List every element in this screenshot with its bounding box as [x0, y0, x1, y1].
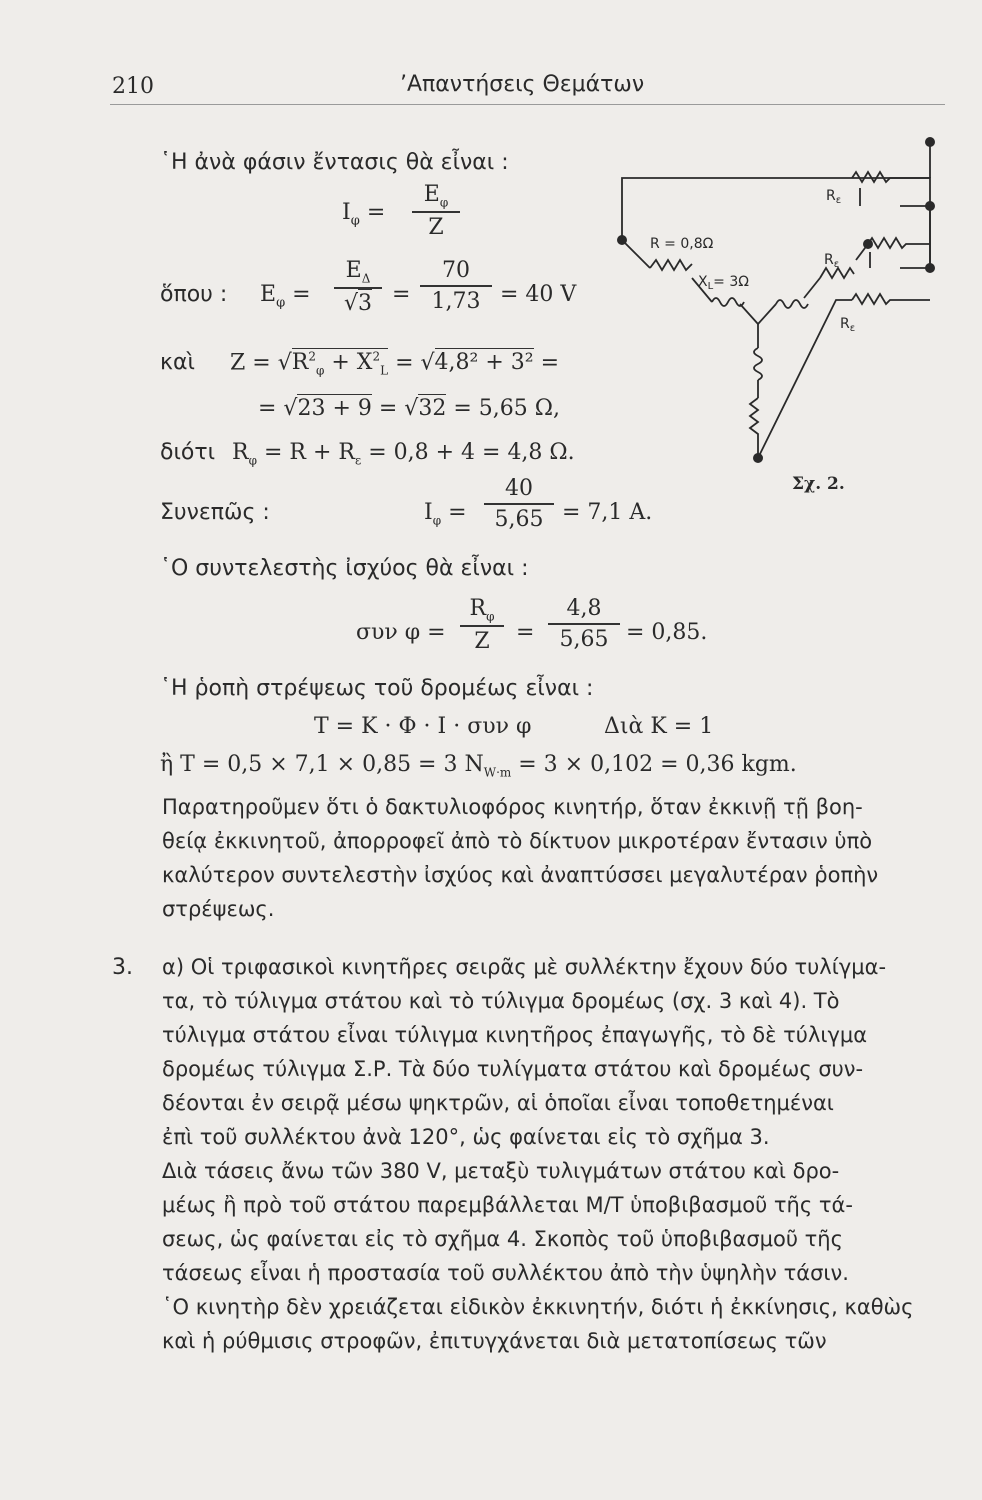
forty-volts: = 40 V [500, 282, 577, 307]
section-number: 3. [112, 955, 133, 980]
edelta-fraction: $E_\Delta$ √3 [334, 258, 382, 316]
inductor-left [712, 298, 744, 306]
dia-k: Διὰ K = 1 [604, 714, 714, 739]
eq-sign-2: = [392, 282, 411, 307]
torque-formula: T = K · Φ · I · συν φ [314, 714, 532, 739]
inductor-vertical [754, 348, 762, 380]
syn-phi-label: συν φ = [356, 620, 446, 645]
figure-caption: Σχ. 2. [792, 474, 845, 494]
pf-fraction-1: $R_\varphi$ Z [460, 596, 504, 654]
star-branch-left [622, 240, 650, 268]
resistor-re-3 [852, 294, 930, 304]
iphi-fraction: $E_\varphi$ Z [412, 182, 460, 240]
intro-phase-current: ῾Η ἀνὰ φάσιν ἔντασις θὰ εἶναι : [160, 150, 509, 175]
current-result: = 7,1 A. [562, 500, 653, 525]
z-line-1: $Z = √R^2_\varphi + X^2_L = √4,8^2 + 3^2$ = [230, 350, 559, 378]
eq-sign-pf: = [516, 620, 535, 645]
pf-result: = 0,85. [626, 620, 708, 645]
label-re-2: $R_\varepsilon$ [824, 252, 840, 270]
pf-fraction-2: 4,8 5,65 [548, 596, 620, 652]
outer-wire-left [622, 178, 852, 240]
label-re-1: $R_\varepsilon$ [826, 188, 842, 206]
opou-label: ὅπου : [160, 282, 228, 307]
synepos-label: Συνεπῶς : [160, 500, 270, 525]
z-line-2: = √23 + 9 = √32 = 5,65 Ω, [258, 396, 560, 421]
intro-power-factor: ῾Ο συντελεστὴς ἰσχύος θὰ εἶναι : [160, 556, 529, 581]
torque-calc: ἢ T = 0,5 × 7,1 × 0,85 = 3 $N_{W\cdot m} = 3 \times 0,102 = 0,36$ kgm. [160, 752, 797, 780]
label-r: R = 0,8Ω [650, 236, 714, 252]
inductor-right [776, 300, 808, 308]
dioti-label: διότι [160, 440, 216, 465]
running-title: ’Απαντήσεις Θεμάτων [400, 72, 645, 97]
rphi-line: $R_\varphi = R + R_\varepsilon = 0,8 + 4 = 4,8$ Ω. [232, 440, 575, 468]
circuit-diagram [600, 128, 960, 508]
kai-label: καὶ [160, 350, 195, 375]
intro-torque: ῾Η ῥοπὴ στρέψεως τοῦ δρομέως εἶναι : [160, 676, 594, 701]
page-number: 210 [112, 74, 154, 99]
resistor-re-2 [868, 238, 930, 248]
paragraph-observation: Παρατηροῦμεν ὅτι ὁ δακτυλιοφόρος κινητήρ, ὅταν ἐκκινῇ τῇ βοη- θείᾳ ἐκκινητοῦ, ἀπορροφεῖ ἀπὸ τὸ δίκτυον μικροτέραν ἔντασιν ὑπὸ καλύτερον συντελεστὴν ἰσχύος καὶ ἀναπτύσσει μεγαλυτέραν ῥοπὴν στρέψεως. [162, 795, 879, 921]
iphi-lhs-2: $I_\varphi$ = [424, 500, 467, 528]
seventy-fraction: 70 1,73 [420, 258, 492, 314]
current-fraction: 40 5,65 [484, 476, 554, 532]
label-re-3: $R_\varepsilon$ [840, 316, 856, 334]
label-xl: $X_L= 3\Omega$ [698, 274, 749, 292]
header-rule [110, 104, 945, 105]
section3-text: α) Οἱ τριφασικοὶ κινητῆρες σειρᾶς μὲ συλλέκτην ἔχουν δύο τυλίγμα- τα, τὸ τύλιγμα στάτου καὶ τὸ τύλιγμα δρομέως (σχ. 3 καὶ 4). Τὸ τύλιγμα στάτου εἶναι τύλιγμα κινητῆρος ἐπαγωγῆς, τὸ δὲ τύλιγμα δρομέως τύλιγμα Σ.Ρ. Τὰ δύο τυλίγματα στάτου καὶ δρομέως συν- δέονται ἐν σειρᾷ μέσω ψηκτρῶν, αἱ ὁποῖαι εἶναι τοποθετημέναι ἐπὶ τοῦ συλλέκτου ἀνὰ 120°, ὡς φαίνεται εἰς τὸ σχῆμα 3. Διὰ τάσεις ἄνω τῶν 380 V, μεταξὺ τυλιγμάτων στάτου καὶ δρο- μέως ἢ πρὸ τοῦ στάτου παρεμβάλλεται Μ/Τ ὑποβιβασμοῦ τῆς τά- σεως, ὡς φαίνεται εἰς τὸ σχῆμα 4. Σκοπὸς τοῦ ὑποβιβασμοῦ τῆς τάσεως εἶναι ἡ προστασία τοῦ συλλέκτου ἀπὸ τὴν ὑψηλὴν τάσιν. ῾Ο κινητὴρ δὲν χρειάζεται εἰδικὸν ἐκκινητήν, διότι ἡ ἐκκίνησις, καθὼς καὶ ἡ ρύθμισις στροφῶν, ἐπιτυγχάνεται διὰ μετατοπίσεως τῶν [162, 955, 914, 1353]
resistor-re-1 [852, 172, 930, 182]
outer-wire-right [852, 178, 930, 268]
iphi-equation: $I_\varphi$ = [342, 200, 386, 229]
ephi-lhs: $E_\varphi$ = [260, 282, 311, 311]
